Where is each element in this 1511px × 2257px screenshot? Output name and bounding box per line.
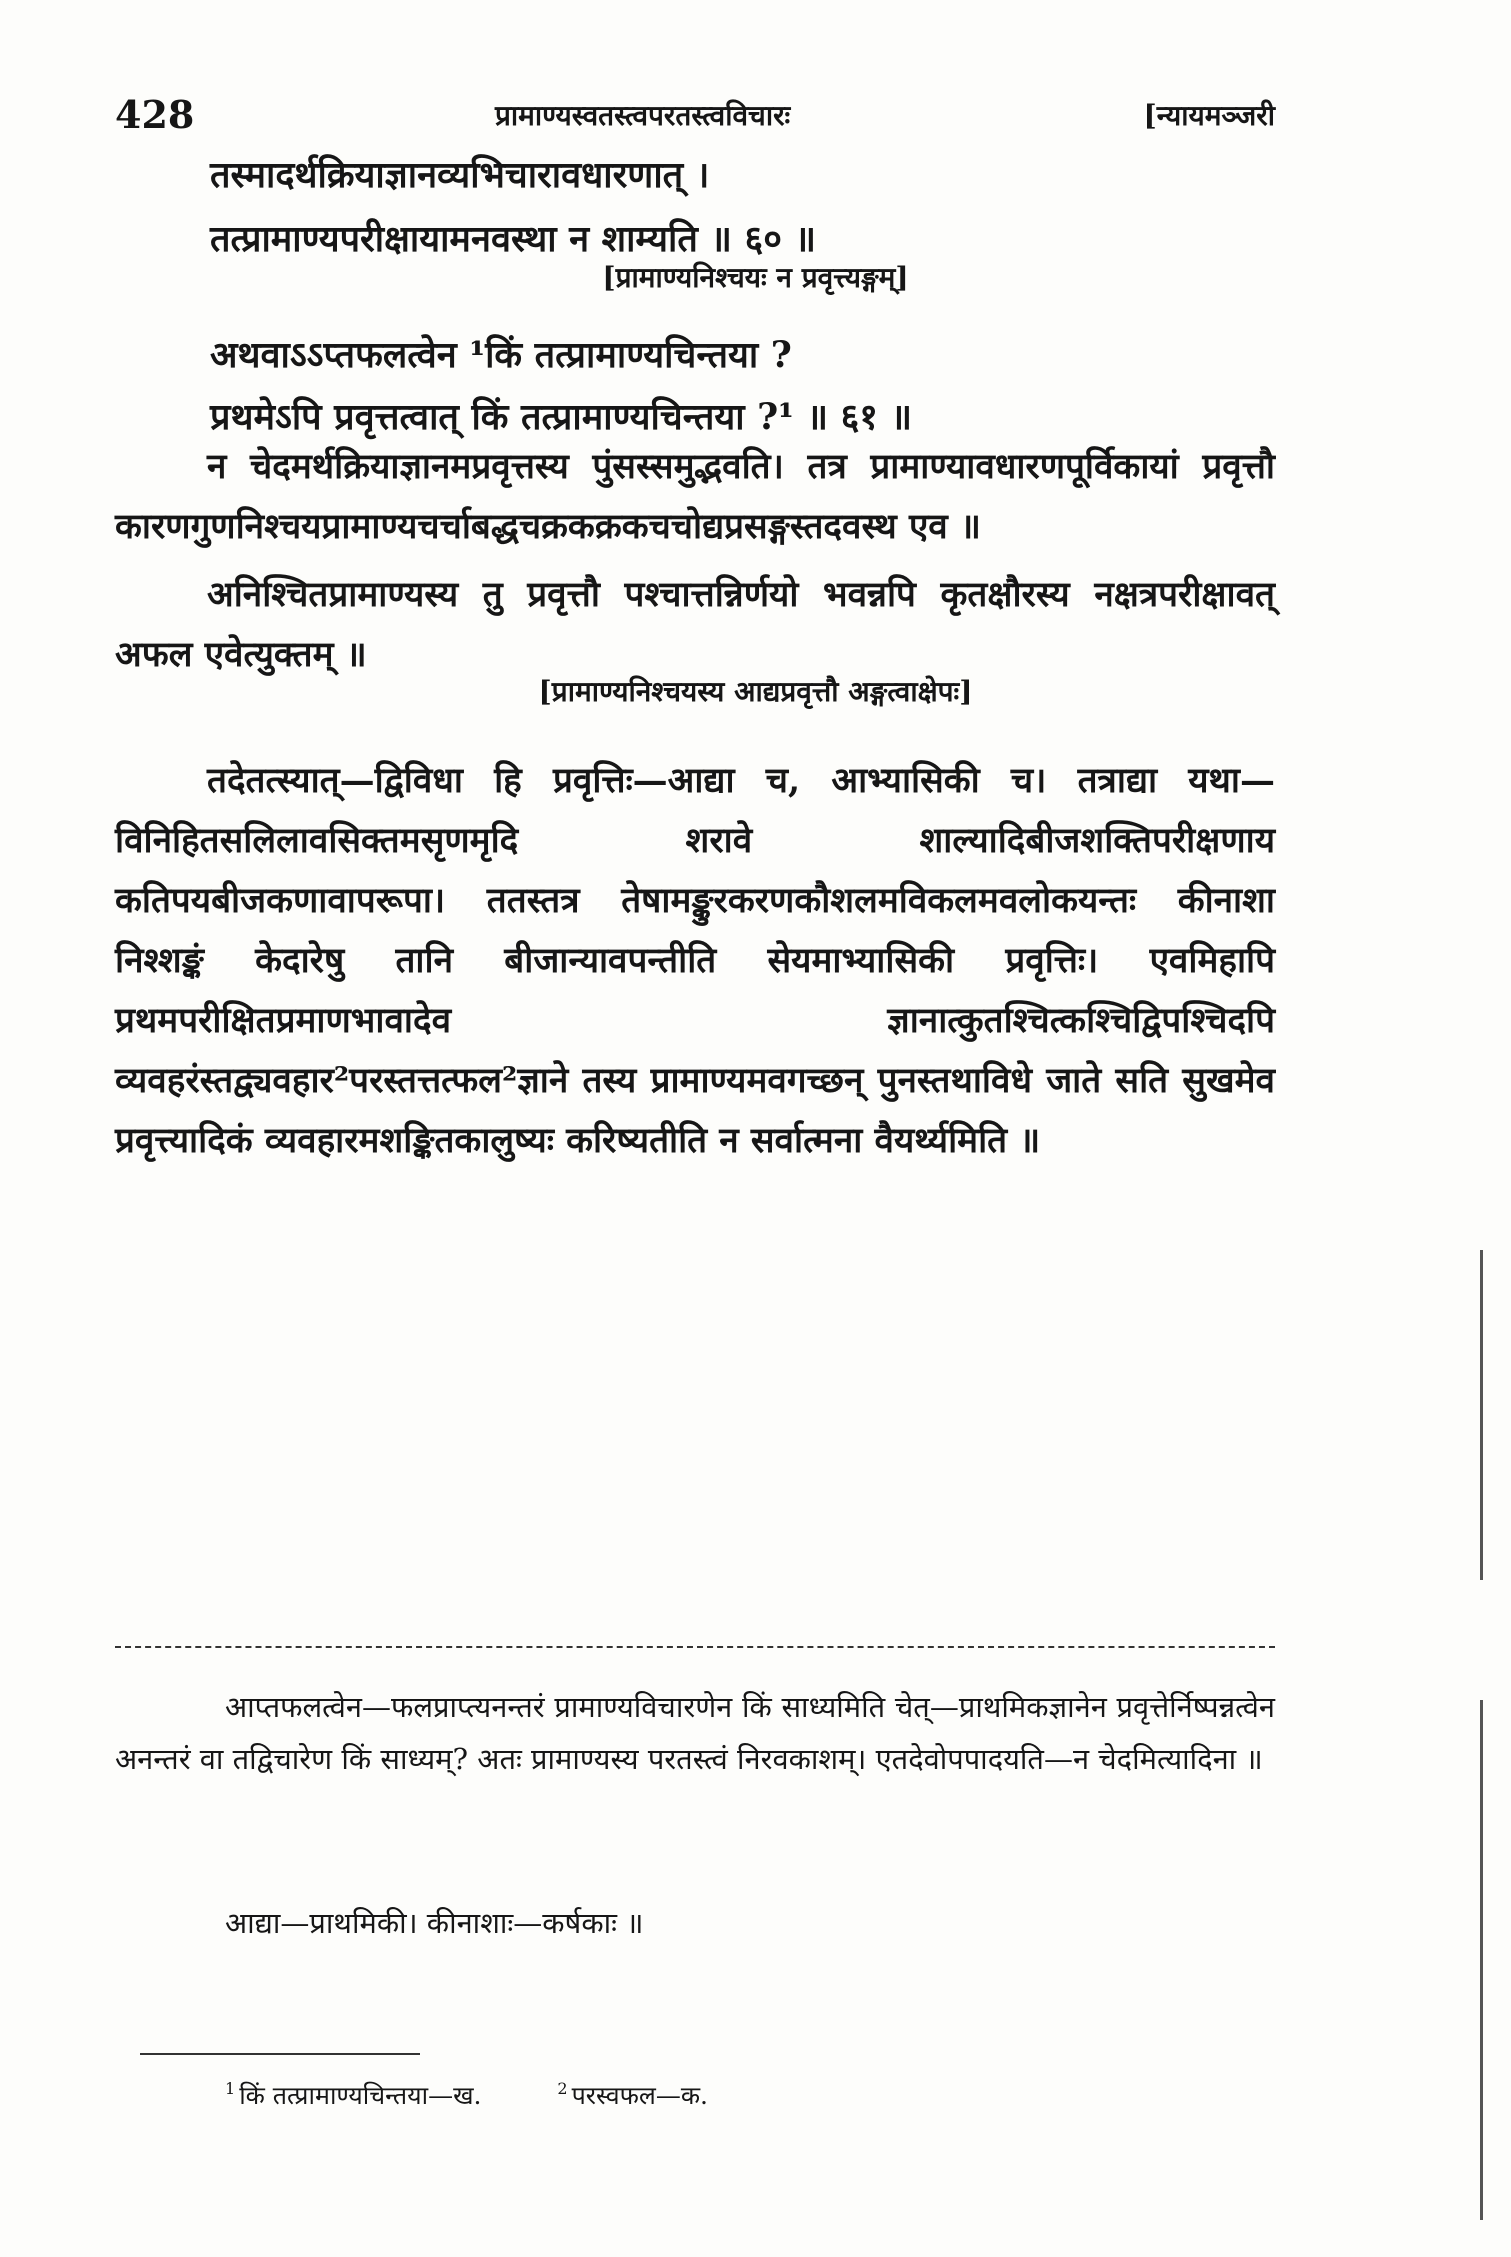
footnote-rule xyxy=(140,2053,420,2055)
verse-61-line-1: अथवाऽऽप्तफलत्वेन ¹किं तत्प्रामाण्यचिन्तया ? xyxy=(210,334,792,376)
footnote-text-1: किं तत्प्रामाण्यचिन्तया—ख. xyxy=(239,2081,482,2110)
paragraph-3: तदेतत्स्यात्—द्विविधा हि प्रवृत्तिः—आद्या च, आभ्यासिकी च। तत्राद्या यथा—विनिहितसलिलावसिक्तमसृणमृदि शरावे शाल्यादिबीजशक्तिपरीक्षणाय कतिपयबीजकणावापरूपा। ततस्तत्र तेषामङ्कुरकरणकौशलमविकलमवलोकयन्तः कीनाशा निश्शङ्कं केदारेषु तानि बीजान्यावपन्तीति सेयमाभ्यासिकी प्रवृत्तिः। एवमिहापि प्रथमपरीक्षितप्रमाणभावादेव ज्ञानात्कुतश्चित्कश्चिद्विपश्चिदपि व्यवहरंस्तद्व्यवहार²परस्तत्तत्फल²ज्ञाने तस्य प्रामाण्यमवगच्छन् पुनस्तथाविधे जाते सति सुखमेव प्रवृत्त्यादिकं व्यवहारमशङ्कितकालुष्यः करिष्यतीति न सर्वात्मना वैयर्थ्यमिति ॥ xyxy=(115,760,1275,1161)
footnote-mark-2: 2 xyxy=(557,2079,568,2098)
footnote-text-2: परस्वफल—क. xyxy=(571,2081,709,2110)
commentary-divider xyxy=(115,1646,1275,1648)
verse-60-line-1: तस्मादर्थक्रियाज्ञानव्यभिचारावधारणात् । xyxy=(210,154,710,196)
running-title: प्रामाण्यस्वतस्त्वपरतस्त्वविचारः xyxy=(495,99,791,132)
book-title: [न्यायमञ्जरी xyxy=(1143,99,1275,132)
footnote-mark-1: 1 xyxy=(225,2079,236,2098)
footnotes xyxy=(225,2078,708,2112)
page-number: 428 xyxy=(115,92,195,137)
commentary-paragraph-2: आद्या—प्राथमिकी। कीनाशाः—कर्षकाः ॥ xyxy=(225,1906,644,1940)
section-heading-1: [प्रामाण्यनिश्चयः न प्रवृत्त्यङ्गम्] xyxy=(602,261,909,294)
verse-61-line-2: प्रथमेऽपि प्रवृत्तत्वात् किं तत्प्रामाण्यचिन्तया ?¹ ॥ ६१ ॥ xyxy=(210,396,913,438)
commentary-paragraph-1: आप्तफलत्वेन—फलप्राप्त्यनन्तरं प्रामाण्यविचारणेन किं साध्यमिति चेत्—प्राथमिकज्ञानेन प्रवृत्तेर्निष्पन्नत्वेन अनन्तरं वा तद्विचारेण किं साध्यम्? अतः प्रामाण्यस्य परतस्त्वं निरवकाशम्। एतदेवोपपादयति—न चेदमित्यादिना ॥ xyxy=(115,1690,1275,1776)
verse-60-line-2: तत्प्रामाण्यपरीक्षायामनवस्था न शाम्यति ॥ ६० ॥ xyxy=(210,218,817,260)
scan-margin-mark xyxy=(1480,1700,1483,2220)
section-heading-2: [प्रामाण्यनिश्चयस्य आद्यप्रवृत्तौ अङ्गत्वाक्षेपः] xyxy=(538,675,973,708)
paragraph-2: अनिश्चितप्रामाण्यस्य तु प्रवृत्तौ पश्चात्तन्निर्णयो भवन्नपि कृतक्षौरस्य नक्षत्रपरीक्षावत् अफल एवेत्युक्तम् ॥ xyxy=(115,574,1275,675)
paragraph-1: न चेदमर्थक्रियाज्ञानमप्रवृत्तस्य पुंसस्समुद्भवति। तत्र प्रामाण्यावधारणपूर्विकायां प्रवृत्तौ कारणगुणनिश्चयप्रामाण्यचर्चाबद्धचक्रकक्रकचचोद्यप्रसङ्गस्तदवस्थ एव ॥ xyxy=(115,446,1275,547)
scan-margin-mark xyxy=(1480,1250,1483,1580)
page-header xyxy=(115,92,1275,142)
